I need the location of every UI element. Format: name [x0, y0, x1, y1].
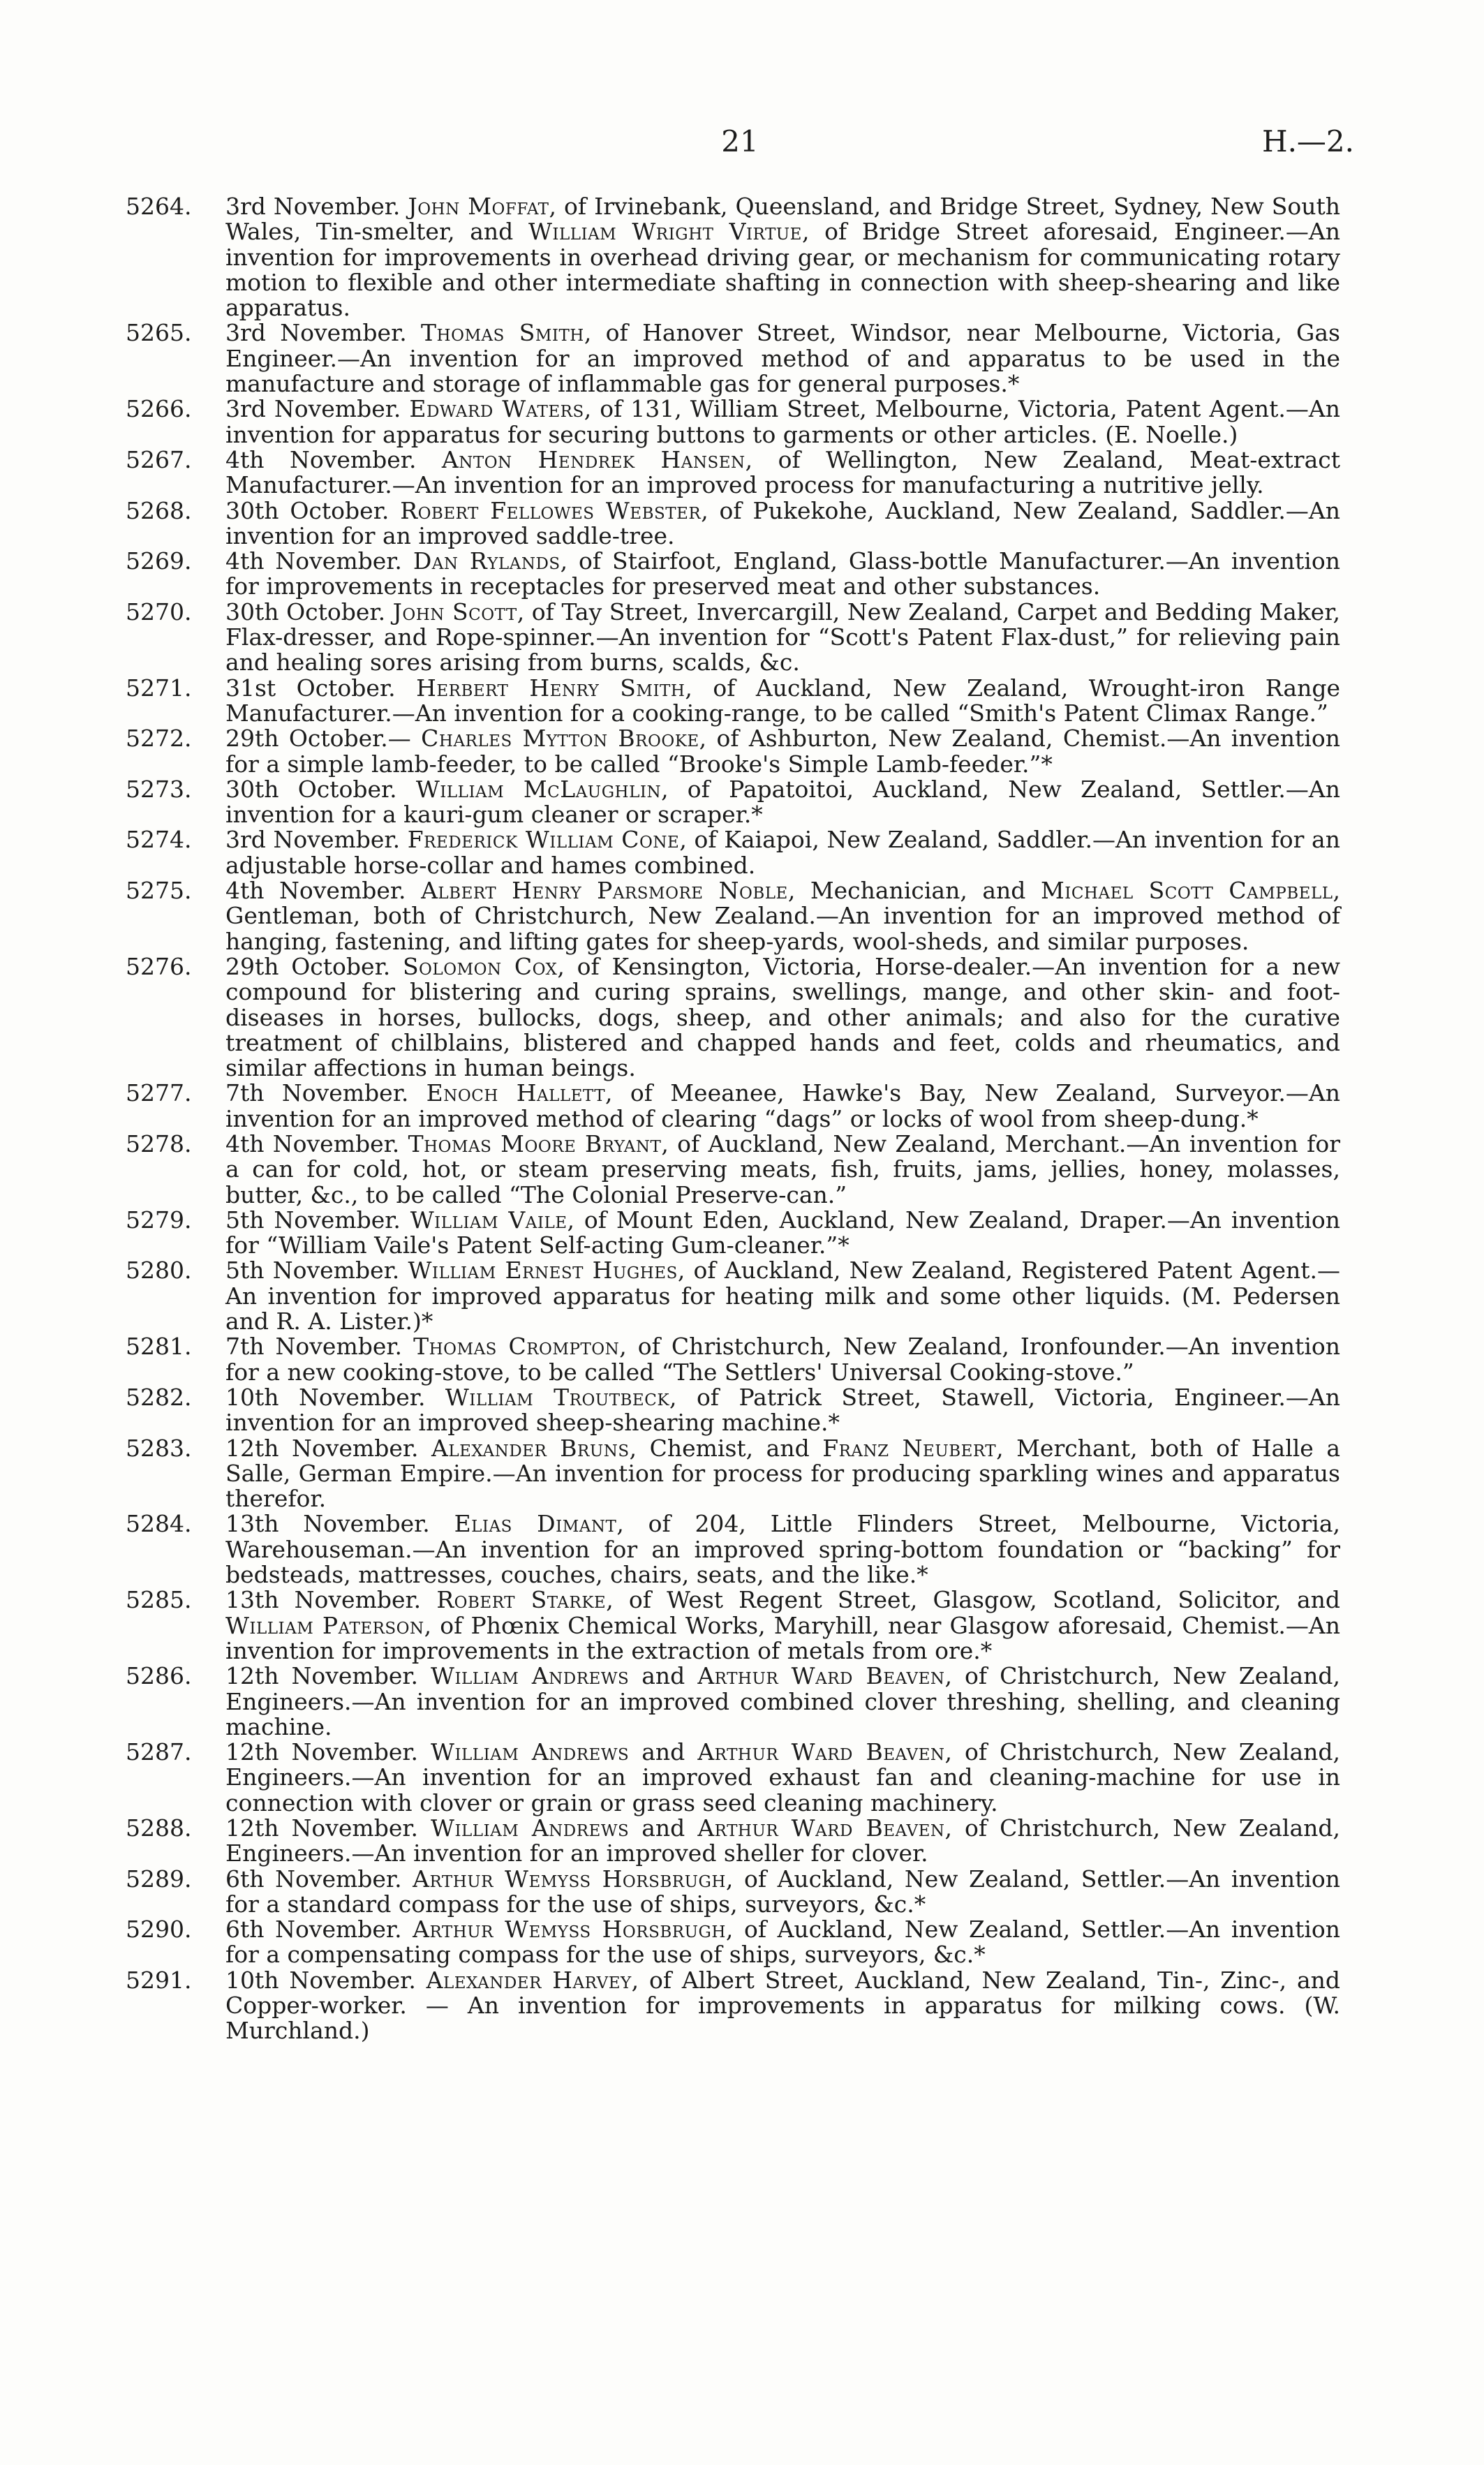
applicant-name: Thomas Crompton — [413, 1333, 620, 1361]
applicant-name: Arthur Ward Beaven — [697, 1814, 945, 1842]
entry-number: 5284. — [126, 1510, 192, 1538]
applicant-name: Charles Mytton Brooke — [421, 725, 699, 753]
applicant-name: Thomas Smith — [421, 319, 584, 347]
applicant-name: Robert Fellowes Webster — [400, 496, 702, 524]
patent-entry — [126, 1587, 1340, 1664]
applicant-name: William Vaile — [410, 1206, 567, 1234]
entry-description: , Mechanician, and — [787, 877, 1041, 905]
applicant-name: Herbert Henry Smith — [416, 674, 685, 702]
entry-description: , of Auckland, New Zealand, Merchant.—An invention for a can for cold, hot, or steam preserving meats, fish, fruits, jams, jellies, honey, molasses, butter, &c., to be called “The Colonial Preserve-can.” — [225, 1130, 1340, 1208]
entry-date: 4th November. — [225, 547, 402, 575]
entry-description: and — [629, 1814, 698, 1842]
entry-description: , of Christchurch, New Zealand, Ironfounder.—An invention for a new cooking-stove, to be called “The Settlers' Universal Cooking-stove.” — [225, 1333, 1340, 1386]
applicant-name: Franz Neubert — [822, 1434, 997, 1462]
entry-description: , Gentleman, both of Christchurch, New Zealand.—An invention for an improved method of hanging, fastening, and lifting gates for sheep-yards, wool-sheds, and similar purposes. — [225, 877, 1340, 955]
applicant-name: William Troutbeck — [445, 1383, 670, 1411]
applicant-name: Frederick William Cone — [407, 826, 680, 854]
entry-number: 5281. — [126, 1333, 192, 1361]
entry-date: 12th November. — [225, 1434, 419, 1462]
patent-entry — [126, 1664, 1340, 1740]
entry-date: 3rd November. — [225, 395, 401, 423]
entry-date: 12th November. — [225, 1662, 419, 1690]
applicant-name: Alexander Harvey — [426, 1966, 632, 1994]
entry-date: 12th November. — [225, 1814, 419, 1842]
entry-number: 5285. — [126, 1586, 192, 1614]
document-reference: H.—2. — [1261, 124, 1354, 158]
entry-number: 5272. — [126, 725, 192, 753]
entry-date: 4th November. — [225, 877, 406, 905]
entry-number: 5276. — [126, 952, 192, 980]
applicant-name: Alexander Bruns — [431, 1434, 630, 1462]
applicant-name: William Andrews — [431, 1662, 630, 1690]
entry-number: 5266. — [126, 395, 192, 423]
applicant-name: William McLaughlin — [415, 775, 662, 803]
patent-entry — [126, 549, 1340, 600]
page-number: 21 — [721, 124, 759, 158]
entry-date: 3rd November. — [225, 826, 401, 854]
entry-date: 10th November. — [225, 1383, 426, 1411]
patent-entry — [126, 954, 1340, 1081]
entry-description: , of Kaiapoi, New Zealand, Saddler.—An invention for an adjustable horse-collar and hames combined. — [225, 826, 1340, 879]
entry-description: , of Christchurch, New Zealand, Engineers.—An invention for an improved combined clover threshing, shelling, and cleaning machine. — [225, 1662, 1341, 1740]
entry-date: 7th November. — [225, 1333, 403, 1361]
entry-number: 5289. — [126, 1865, 192, 1893]
applicant-name: William Paterson — [225, 1611, 424, 1639]
entry-date: 12th November. — [225, 1738, 419, 1766]
entry-date: 5th November. — [225, 1257, 400, 1285]
entry-number: 5269. — [126, 547, 192, 575]
patent-entry — [126, 1968, 1340, 2044]
entry-description: , Merchant, both of Halle a Salle, German Empire.—An invention for process for producing sparkling wines and apparatus therefor. — [225, 1434, 1341, 1513]
applicant-name: Dan Rylands — [413, 547, 561, 575]
entry-date: 31st October. — [225, 674, 396, 702]
entry-number: 5282. — [126, 1383, 192, 1411]
entry-description: , of Bridge Street aforesaid, Engineer.—An invention for improvements in overhead driving gear, or mechanism for communicating rotary motion to flexible and other intermediate shafting in connection with sheep-shearing and like apparatus. — [225, 218, 1340, 322]
entry-number: 5283. — [126, 1434, 192, 1462]
applicant-name: Arthur Ward Beaven — [697, 1738, 945, 1766]
entry-number: 5270. — [126, 598, 192, 625]
patent-entry — [126, 1208, 1340, 1259]
entry-number: 5278. — [126, 1130, 192, 1157]
patent-entry — [126, 320, 1340, 397]
patent-entry — [126, 447, 1340, 498]
entry-date: 13th November. — [225, 1510, 430, 1538]
entry-description: , of Albert Street, Auckland, New Zealand, Tin-, Zinc-, and Copper-worker. — An invention for improvements in apparatus for milking cows. (W. Murchland.) — [225, 1966, 1340, 2045]
entry-number: 5288. — [126, 1814, 192, 1842]
entry-number: 5279. — [126, 1206, 192, 1234]
patent-entry — [126, 878, 1340, 954]
patent-entries-list — [126, 194, 1340, 2044]
entry-description: , of Patrick Street, Stawell, Victoria, Engineer.—An invention for an improved sheep-shearing machine.* — [225, 1383, 1341, 1437]
applicant-name: Elias Dimant — [454, 1510, 617, 1538]
patent-entry — [126, 777, 1340, 828]
entry-description: and — [629, 1662, 698, 1690]
entry-date: 4th November. — [225, 1130, 400, 1157]
applicant-name: Robert Starke — [436, 1586, 607, 1614]
entry-description: , of Phœnix Chemical Works, Maryhill, near Glasgow aforesaid, Chemist.—An invention for improvements in the extraction of metals from ore.* — [225, 1611, 1340, 1664]
entry-description: , of 204, Little Flinders Street, Melbourne, Victoria, Warehouseman.—An invention for an improved spring-bottom foundation or “backing” for bedsteads, mattresses, couches, chairs, seats, and the like.* — [225, 1510, 1340, 1589]
page-header — [126, 124, 1354, 173]
entry-number: 5286. — [126, 1662, 192, 1690]
applicant-name: Michael Scott Campbell — [1040, 877, 1333, 905]
entry-description: , of Irvinebank, Queensland, and Bridge Street, Sydney, New South Wales, Tin-smelter, and — [225, 193, 1341, 246]
patent-entry — [126, 600, 1340, 676]
patent-entry — [126, 1867, 1340, 1918]
entry-date: 29th October.— — [225, 725, 411, 753]
entry-description: , of Pukekohe, Auckland, New Zealand, Saddler.—An invention for an improved saddle-tree. — [225, 496, 1340, 549]
patent-entry — [126, 1081, 1340, 1132]
entry-description: , of Stairfoot, England, Glass-bottle Manufacturer.—An invention for improvements in receptacles for preserved meat and other substances. — [225, 547, 1340, 600]
patent-entry — [126, 827, 1340, 878]
patent-entry — [126, 1334, 1340, 1385]
entry-date: 30th October. — [225, 598, 386, 625]
entry-description: , of Christchurch, New Zealand, Engineers.—An invention for an improved exhaust fan and cleaning-machine for use in connection with clover or grain or grass seed cleaning machinery. — [225, 1738, 1341, 1816]
applicant-name: William Andrews — [431, 1738, 630, 1766]
entry-date: 29th October. — [225, 952, 391, 980]
entry-description: , of Hanover Street, Windsor, near Melbourne, Victoria, Gas Engineer.—An invention for an improved method of and apparatus to be used in the manufacture and storage of inflammable gas for general purposes.* — [225, 319, 1340, 398]
entry-description: , of West Regent Street, Glasgow, Scotland, Solicitor, and — [606, 1586, 1340, 1614]
entry-number: 5287. — [126, 1738, 192, 1766]
entry-date: 3rd November. — [225, 319, 407, 347]
entry-number: 5274. — [126, 826, 192, 854]
entry-description: , of Auckland, New Zealand, Settler.—An invention for a compensating compass for the use of ships, surveyors, &c.* — [225, 1916, 1341, 1969]
entry-date: 7th November. — [225, 1079, 409, 1107]
applicant-name: Arthur Wemyss Horsbrugh — [413, 1916, 726, 1944]
entry-number: 5264. — [126, 193, 192, 220]
applicant-name: Solomon Cox — [402, 952, 558, 980]
entry-number: 5290. — [126, 1916, 192, 1944]
entry-description: , of Kensington, Victoria, Horse-dealer.—An invention for a new compound for blistering and curing sprains, swellings, mange, and other skin- and foot-diseases in horses, bullocks, dogs, sheep, and other animals; and also for the curative treatment of chilblains, blistered and chapped hands and feet, colds and rheumatics, and similar affections in human beings. — [225, 952, 1340, 1082]
applicant-name: Thomas Moore Bryant — [408, 1130, 662, 1157]
patent-entry — [126, 1511, 1340, 1587]
patent-entry — [126, 726, 1340, 777]
entry-number: 5291. — [126, 1966, 192, 1994]
patent-entry — [126, 1385, 1340, 1436]
applicant-name: Edward Waters — [409, 395, 584, 423]
patent-entry — [126, 498, 1340, 549]
applicant-name: Anton Hendrek Hansen — [441, 445, 745, 473]
entry-number: 5267. — [126, 445, 192, 473]
entry-number: 5265. — [126, 319, 192, 347]
entry-number: 5268. — [126, 496, 192, 524]
patent-entry — [126, 1816, 1340, 1867]
entry-description: , of Wellington, New Zealand, Meat-extract Manufacturer.—An invention for an improved process for manufacturing a nutritive jelly. — [225, 445, 1340, 499]
applicant-name: John Moffat — [408, 193, 549, 220]
entry-description: , of Auckland, New Zealand, Settler.—An invention for a standard compass for the use of ships, surveyors, &c.* — [225, 1865, 1341, 1918]
entry-description: , of Meeanee, Hawke's Bay, New Zealand, Surveyor.—An invention for an improved method of clearing “dags” or locks of wool from sheep-dung.* — [225, 1079, 1340, 1132]
entry-date: 4th November. — [225, 445, 417, 473]
entry-date: 5th November. — [225, 1206, 401, 1234]
entry-date: 6th November. — [225, 1865, 402, 1893]
patent-entry — [126, 676, 1340, 727]
patent-entry — [126, 1917, 1340, 1968]
entry-description: , of Papatoitoi, Auckland, New Zealand, Settler.—An invention for a kauri-gum cleaner or scraper.* — [225, 775, 1340, 829]
entry-description: , of Mount Eden, Auckland, New Zealand, Draper.—An invention for “William Vaile's Patent Self-acting Gum-cleaner.”* — [225, 1206, 1340, 1259]
patent-entry — [126, 1258, 1340, 1334]
patent-entry — [126, 194, 1340, 320]
entry-number: 5280. — [126, 1257, 192, 1285]
entry-description: , of Ashburton, New Zealand, Chemist.—An invention for a simple lamb-feeder, to be called “Brooke's Simple Lamb-feeder.”* — [225, 725, 1340, 778]
entry-date: 3rd November. — [225, 193, 401, 220]
entry-number: 5271. — [126, 674, 192, 702]
entry-description: , of Tay Street, Invercargill, New Zealand, Carpet and Bedding Maker, Flax-dresser, and Rope-spinner.—An invention for “Scott's Patent Flax-dust,” for relieving pain and healing sores arising from burns, scalds, &c. — [225, 598, 1340, 676]
applicant-name: William Wright Virtue — [528, 218, 802, 246]
patent-entry — [126, 1436, 1340, 1512]
entry-number: 5277. — [126, 1079, 192, 1107]
applicant-name: Arthur Ward Beaven — [697, 1662, 945, 1690]
entry-date: 30th October. — [225, 496, 389, 524]
applicant-name: William Andrews — [431, 1814, 630, 1842]
entry-date: 13th November. — [225, 1586, 422, 1614]
patent-entry — [126, 1740, 1340, 1816]
entry-description: , of Christchurch, New Zealand, Engineers.—An invention for an improved sheller for clover. — [225, 1814, 1341, 1867]
entry-date: 10th November. — [225, 1966, 416, 1994]
entry-number: 5275. — [126, 877, 192, 905]
applicant-name: John Scott — [392, 598, 517, 625]
entry-description: , of Auckland, New Zealand, Wrought-iron Range Manufacturer.—An invention for a cooking-range, to be called “Smith's Patent Climax Range.” — [225, 674, 1340, 727]
applicant-name: Enoch Hallett — [426, 1079, 606, 1107]
entry-number: 5273. — [126, 775, 192, 803]
entry-description: , Chemist, and — [629, 1434, 823, 1462]
patent-entry — [126, 1132, 1340, 1208]
applicant-name: William Ernest Hughes — [408, 1257, 678, 1285]
patent-entry — [126, 397, 1340, 447]
entry-description: , of Auckland, New Zealand, Registered Patent Agent.—An invention for improved apparatus for heating milk and some other liquids. (M. Pedersen and R. A. Lister.)* — [225, 1257, 1340, 1335]
applicant-name: Albert Henry Parsmore Noble — [421, 877, 788, 905]
applicant-name: Arthur Wemyss Horsbrugh — [413, 1865, 726, 1893]
entry-description: , of 131, William Street, Melbourne, Victoria, Patent Agent.—An invention for apparatus for securing buttons to garments or other articles. (E. Noelle.) — [225, 395, 1341, 448]
entry-date: 30th October. — [225, 775, 397, 803]
entry-date: 6th November. — [225, 1916, 402, 1944]
entry-description: and — [629, 1738, 698, 1766]
